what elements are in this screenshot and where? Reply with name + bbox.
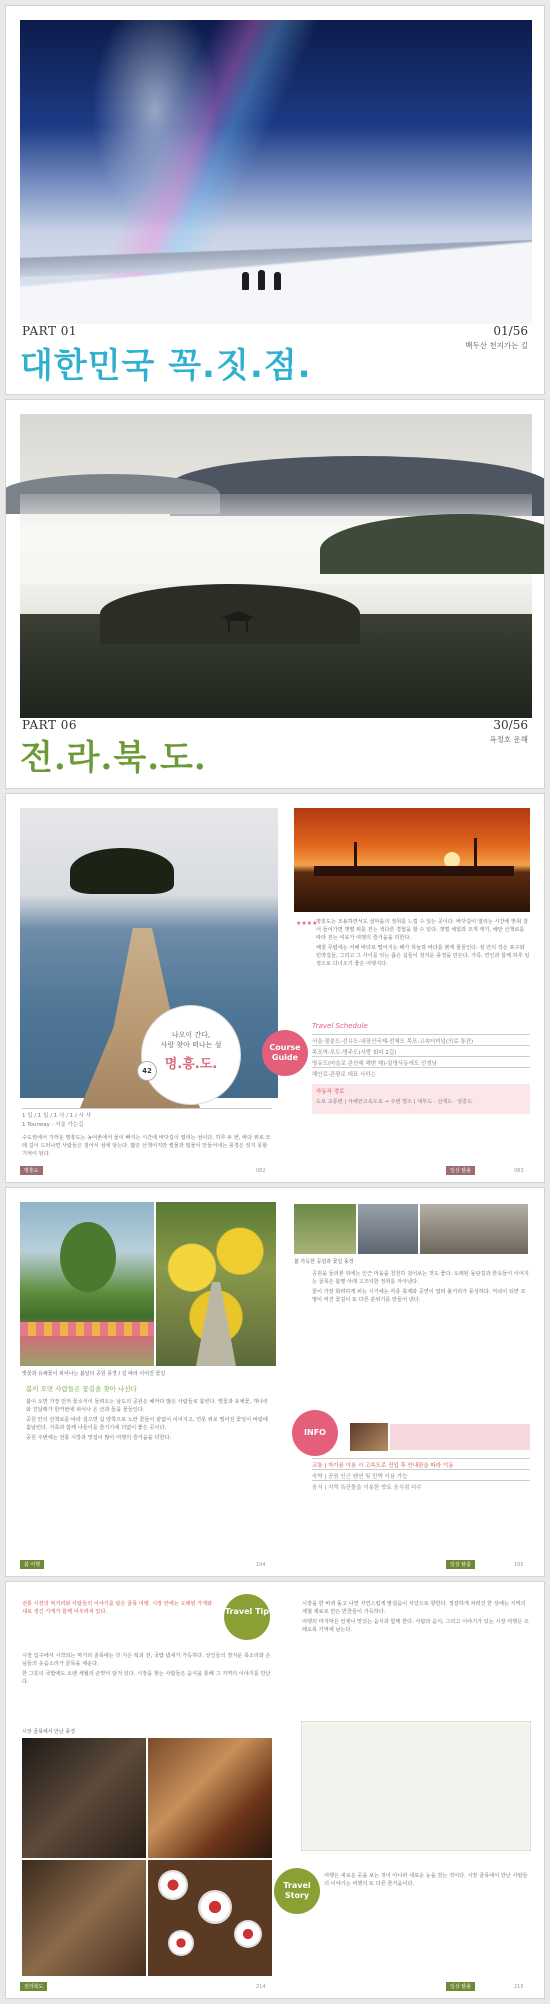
footer-tag: 일상 탈출: [446, 1560, 475, 1569]
travel-story-badge: [274, 1868, 320, 1914]
page-number: 214: [256, 1984, 266, 1990]
footer-tag: 일상 탈출: [446, 1166, 475, 1175]
chimney: [474, 838, 477, 868]
body-text-right: [312, 1270, 530, 1390]
paragraph: 시장을 한 바퀴 돌고 나면 자연스럽게 발걸음이 식당으로 향한다. 정갈하게 차려진 한 상에는 지역의 제철 재료로 만든 반찬들이 가득하다.: [302, 1601, 526, 1615]
photo-statues: [420, 1204, 528, 1254]
photo-caption: 옥정호 운해: [489, 735, 528, 744]
paragraph: 봄이 오면 가장 먼저 꽃소식이 들려오는 남도의 공원은 해마다 많은 사람들로 붐빈다. 벚꽃과 유채꽃, 개나리와 진달래가 한꺼번에 피어나 온 산과 들을 물들인다.: [26, 1399, 268, 1413]
island-silhouette: [70, 848, 174, 894]
photo-caption: 백두산 천지가는 길: [465, 341, 528, 350]
photo-market-people: [22, 1738, 146, 1858]
photo-caption: 시장 골목에서 만난 풍경: [22, 1729, 76, 1735]
page-number: 082: [256, 1168, 266, 1174]
circle-number: 42: [138, 1062, 156, 1080]
footer-tag: 명흥도: [20, 1166, 43, 1175]
paragraph: 명흥도는 조용하면서도 섬마을의 정취를 느낄 수 있는 곳이다. 바닷길이 열리는 시간에 맞춰 걸어 들어가면 갯벌 위를 걷는 색다른 경험을 할 수 있다. 갯벌 체험과 조개 캐기, 해안 산책로를 따라 걷는 여유가 여행의 즐거움을 더한다.: [316, 919, 528, 941]
body-text-left: [22, 1652, 272, 1722]
chapter-circle: [142, 1006, 240, 1104]
info-row: 교통 | 자가용 이용 시 고속도로 진입 후 안내판을 따라 이동: [312, 1458, 530, 1469]
paragraph: 여행의 마지막은 언제나 맛있는 음식과 함께 한다. 사람과 음식, 그리고 이야기가 있는 시장 여행은 오래도록 기억에 남는다.: [302, 1619, 529, 1633]
info-row: 1 Tourway · 서울 가는길: [22, 1122, 84, 1128]
circle-title: 명.흥.도.: [164, 1057, 218, 1072]
body-text-left: [26, 1398, 272, 1558]
circle-line: 사랑 찾아 떠나는 섬: [160, 1041, 222, 1049]
part-label: PART 01: [22, 324, 78, 338]
photo-field: [294, 1204, 356, 1254]
circle-line: 나오이 간다,: [171, 1031, 211, 1039]
badge-label: INFO: [304, 1428, 326, 1437]
chimney: [354, 842, 357, 868]
course-row: 해안로-관광로 대표 사하는: [312, 1067, 530, 1078]
page-counter: 01/56: [493, 324, 528, 338]
body-text-right: [316, 918, 530, 1010]
badge-label: Travel Story: [283, 1881, 311, 1900]
skyline: [314, 866, 514, 876]
dish: [198, 1890, 232, 1924]
spread-part-01: [6, 6, 544, 394]
flower-bed: [20, 1322, 154, 1336]
traffic-box: [312, 1084, 530, 1114]
travel-tip-badge: [224, 1594, 270, 1640]
story-text: [324, 1872, 530, 1968]
intro-text: [22, 1600, 218, 1638]
chapter-title: 대한민국 꼭.짓.점.: [20, 346, 312, 386]
info-row: 음식 | 지역 특산물을 이용한 향토 음식점 다수: [312, 1480, 530, 1491]
page-counter: 30/56: [493, 718, 528, 732]
photo-table-setting: [148, 1860, 272, 1976]
photo-foggy-lake: [20, 414, 532, 718]
dish: [168, 1930, 194, 1956]
spread-spring-park: [6, 1188, 544, 1576]
pavilion-icon: [218, 610, 258, 632]
spread-myeongheungdo: [6, 794, 544, 1182]
dish: [234, 1920, 262, 1948]
spread-market-story: [6, 1582, 544, 1998]
paragraph: 한 그릇의 국밥에도 오랜 세월의 손맛이 담겨 있다. 시장을 찾는 사람들은 음식을 통해 그 지역의 이야기를 만난다.: [22, 1671, 271, 1685]
subheading: 봄이 오면 사람들은 꽃길을 찾아 나선다: [26, 1385, 137, 1393]
paragraph: 꽃이 가장 화려하게 피는 시기에는 각종 축제와 공연이 열려 볼거리가 풍성하다. 저녁이 되면 조명이 켜진 꽃길이 또 다른 분위기를 만들어 낸다.: [312, 1289, 526, 1303]
paragraph: 공원 주변에는 전통 시장과 맛집이 많아 여행의 즐거움을 더한다.: [26, 1435, 172, 1441]
chapter-title: 전.라.북.도.: [20, 738, 207, 778]
photo-road: [358, 1204, 418, 1254]
rating-stars: ★★★★: [296, 920, 318, 927]
photo-sunset-industrial: [294, 808, 530, 912]
page-number: 083: [514, 1168, 524, 1174]
paragraph: 해질 무렵에는 서해 바다로 떨어지는 해가 하늘과 바다를 붉게 물들인다. 섬 안의 작은 포구와 민박집들, 그리고 그 사이를 잇는 좁은 길들이 정겨운 풍경을 만든다. 가족, 연인과 함께 하루 일정으로 다녀오기 좋은 여행지다.: [316, 945, 530, 967]
info-row: 1 일 / 1 일 / 1 사 / 1 / 사 사: [22, 1108, 272, 1119]
paragraph: 여행은 새로운 곳을 보는 것이 아니라 새로운 눈을 갖는 것이다. 시장 골목에서 만난 사람들의 이야기는 여행의 또 다른 즐거움이다.: [324, 1873, 528, 1887]
part-label: PART 06: [22, 718, 78, 732]
photo-caption: 봄 가득한 공원과 꽃길 풍경: [294, 1259, 354, 1265]
footpath: [196, 1282, 236, 1366]
course-row: 명유도(마을로 관산해 해변 해)-일명사동에도 선생님: [312, 1056, 530, 1067]
photo-yellow-blossoms: [156, 1202, 276, 1366]
food-grid-panel: [302, 1722, 530, 1850]
photo-cooking: [22, 1860, 146, 1976]
spread-part-06: [6, 400, 544, 788]
hiker-figure: [274, 272, 281, 290]
info-highlight: [390, 1424, 530, 1450]
info-photo: [350, 1423, 388, 1451]
tree-canopy: [60, 1222, 116, 1292]
course-row: 목포역-모도-명주도(사랑 회피 2길): [312, 1045, 530, 1056]
body-text-left: [22, 1134, 272, 1164]
course-list: [312, 1034, 530, 1078]
info-row: 숙박 | 공원 인근 펜션 및 민박 이용 가능: [312, 1469, 530, 1480]
paragraph: 공원 안의 산책로를 따라 걸으면 길 양쪽으로 노란 꽃들이 끝없이 이어지고, 연못 위로 떨어진 꽃잎이 바람에 흩날린다. 가족과 함께 나들이를 즐기기에 더없이 좋은 곳이다.: [26, 1417, 268, 1431]
page-number: 215: [514, 1984, 524, 1990]
course-heading: Travel Schedule: [312, 1022, 368, 1030]
paragraph: 전통 시장의 먹거리와 사람들의 이야기를 담은 골목 여행. 시장 안에는 오래된 가게와 새로 생긴 가게가 함께 어우러져 있다.: [22, 1601, 213, 1615]
hiker-figure: [258, 270, 265, 290]
info-list: [312, 1458, 530, 1491]
hiker-figure: [242, 272, 249, 290]
photo-caption: 벚꽃과 유채꽃이 피어나는 봄날의 공원 풍경 / 길 따라 이어진 꽃길: [22, 1371, 166, 1377]
badge-label: Course Guide: [269, 1043, 301, 1062]
body-text-right: [302, 1600, 530, 1720]
photo-park-tree: [20, 1202, 154, 1366]
paragraph: 공원을 둘러본 뒤에는 인근 마을을 천천히 걸어보는 것도 좋다. 오래된 돌담길과 한옥들이 이어지는 골목은 봄볕 아래 고즈넉한 정취를 자아낸다.: [312, 1271, 529, 1285]
badge-label: Travel Tip: [224, 1607, 269, 1616]
traffic-label: 자동차 경로: [316, 1089, 345, 1095]
photo-market-food: [148, 1738, 272, 1858]
photo-snowy-mountain: [20, 20, 532, 324]
dish: [158, 1870, 188, 1900]
course-row: 서울-물분도-선유도-내장산국제-전체도 목포-고속터미널(의료 통관): [312, 1034, 530, 1045]
traffic-row: 도로 교통편 | 서해안고속도로 → 주변 명소 | 대부도 · 선재도 · 영흥도: [316, 1099, 473, 1105]
info-badge: [292, 1410, 338, 1456]
footer-tag: 일상 탈출: [446, 1982, 475, 1991]
course-guide-badge: [262, 1030, 308, 1076]
paragraph: 수도권에서 가까운 명흥도는 농어촌에서 물이 빠지는 시간에 바닷길이 열리는 섬이다. 하루 두 번, 바다 위로 모래 길이 드러나면 사람들은 걸어서 섬에 닿는다. 짧은 산책이지만 썰물과 밀물이 만들어내는 풍경은 잊지 못할 기억이 된다.: [22, 1135, 271, 1157]
paragraph: 시장 입구에서 시작되는 먹거리 골목에는 갓 지은 떡과 전, 국밥 냄새가 가득하다. 상인들의 정겨운 목소리와 손님들의 웃음소리가 골목을 채운다.: [22, 1653, 271, 1667]
page-number: 104: [256, 1562, 266, 1568]
footer-tag: 전라북도: [20, 1982, 47, 1991]
page-number: 105: [514, 1562, 524, 1568]
footer-tag: 봄 여행: [20, 1560, 44, 1569]
